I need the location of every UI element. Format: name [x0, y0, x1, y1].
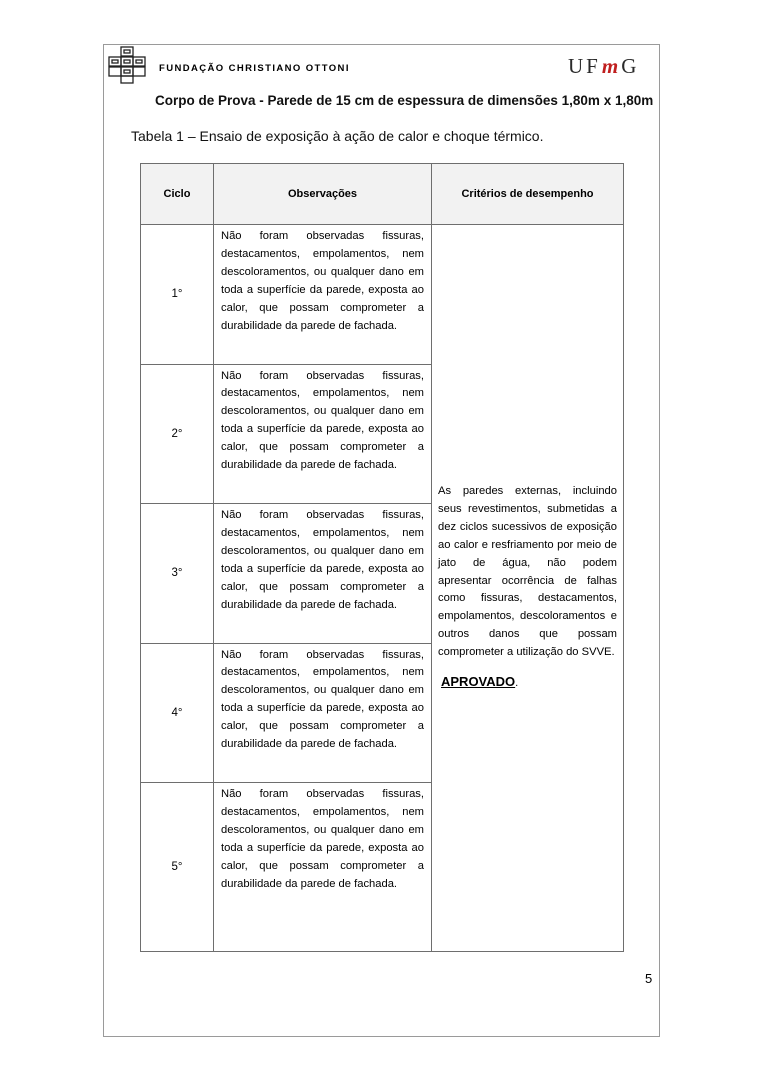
- document-title: Corpo de Prova - Parede de 15 cm de espessura de dimensões 1,80m x 1,80m: [155, 93, 654, 108]
- cycle-cell: 5°: [141, 783, 214, 952]
- page-number: 5: [645, 971, 653, 986]
- observation-text: Não foram observadas fissuras, destacamentos, empolamentos, nem descoloramentos, ou qualquer dano em toda a superfície da parede, exposta ao calor, que possam comprometer a durabilidade da parede de fachada.: [221, 230, 424, 332]
- observation-text: Não foram observadas fissuras, destacamentos, empolamentos, nem descoloramentos, ou qualquer dano em toda a superfície da parede, exposta ao calor, que possam comprometer a durabilidade da parede de fachada.: [221, 509, 424, 611]
- result-suffix: .: [515, 677, 519, 690]
- header-observations: Observações: [214, 164, 432, 225]
- table-header-row: [141, 164, 624, 225]
- observation-cell: [214, 364, 432, 504]
- result-line: [438, 674, 519, 690]
- header-criteria: Critérios de desempenho: [432, 164, 624, 225]
- ufmg-logo: [568, 54, 639, 79]
- cycle-cell: 1°: [141, 225, 214, 365]
- observation-cell: [214, 225, 432, 365]
- header-cycle: Ciclo: [141, 164, 214, 225]
- cycle-cell: 4°: [141, 643, 214, 783]
- observation-cell: [214, 504, 432, 644]
- cycle-cell: 3°: [141, 504, 214, 644]
- cycle-cell: 2°: [141, 364, 214, 504]
- ufmg-logo-part2: m: [601, 54, 619, 78]
- observation-text: Não foram observadas fissuras, destacamentos, empolamentos, nem descoloramentos, ou qualquer dano em toda a superfície da parede, exposta ao calor, que possam comprometer a durabilidade da parede de fachada.: [221, 369, 424, 472]
- results-table: [140, 163, 624, 952]
- criteria-text: As paredes externas, incluindo seus revestimentos, submetidas a dez ciclos sucessivos de exposição ao calor e resfriamento por meio de jato de água, não podem apresentar ocorrência de falhas como fissuras, destacamentos, empolamentos, descoloramentos e outros danos que possam comprometer a utilização do SVVE.: [438, 485, 617, 659]
- result-badge: APROVADO: [441, 674, 516, 690]
- ufmg-logo-part1: UF: [568, 54, 601, 78]
- observation-text: Não foram observadas fissuras, destacamentos, empolamentos, nem descoloramentos, ou qualquer dano em toda a superfície da parede, exposta ao calor, que possam comprometer a durabilidade da parede de fachada.: [221, 648, 424, 751]
- criteria-cell: [432, 225, 624, 952]
- observation-text: Não foram observadas fissuras, destacamentos, empolamentos, nem descoloramentos, ou qualquer dano em toda a superfície da parede, exposta ao calor, que possam comprometer a durabilidade da parede de fachada.: [221, 788, 424, 890]
- fco-emblem-icon: [107, 46, 147, 84]
- observation-cell: [214, 643, 432, 783]
- table-row: [141, 225, 624, 365]
- ufmg-logo-part3: G: [621, 54, 640, 78]
- observation-cell: [214, 783, 432, 952]
- table-caption: Tabela 1 – Ensaio de exposição à ação de calor e choque térmico.: [131, 128, 544, 144]
- organization-name: FUNDAÇÃO CHRISTIANO OTTONI: [159, 63, 350, 74]
